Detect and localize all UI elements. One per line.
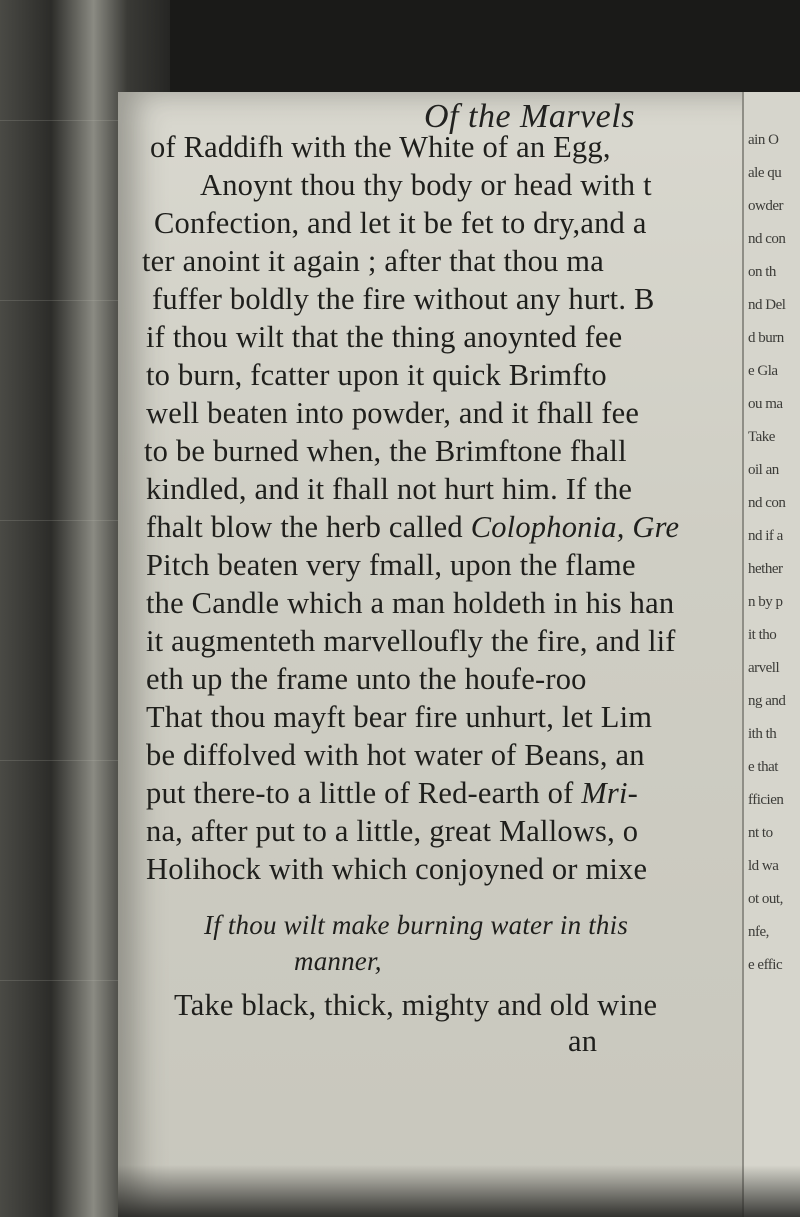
adjacent-page-fragment: d burn bbox=[748, 330, 784, 346]
text-line: to burn, fcatter upon it quick Brimfto bbox=[146, 358, 607, 392]
text-line: be diffolved with hot water of Beans, an bbox=[146, 738, 645, 772]
text-line: na, after put to a little, great Mallows, o bbox=[146, 814, 639, 848]
italic-term: Mri- bbox=[581, 776, 639, 810]
text-line: Pitch beaten very fmall, upon the flame bbox=[146, 548, 636, 582]
text-line: well beaten into powder, and it fhall fee bbox=[146, 396, 640, 430]
adjacent-page-fragment: oil an bbox=[748, 462, 779, 478]
text-line: kindled, and it fhall not hurt him. If the bbox=[146, 472, 633, 506]
adjacent-page-fragment: nd con bbox=[748, 495, 786, 511]
adjacent-page-fragment: ith th bbox=[748, 726, 777, 742]
adjacent-page-fragment: fficien bbox=[748, 792, 784, 808]
adjacent-page-fragment: e effic bbox=[748, 957, 783, 973]
text-line: That thou mayft bear fire unhurt, let Lim bbox=[146, 700, 653, 734]
adjacent-page-fragment: nfe, bbox=[748, 924, 769, 940]
text-line: Take black, thick, mighty and old wine bbox=[174, 988, 658, 1022]
adjacent-page-fragment: ale qu bbox=[748, 165, 782, 181]
text-line: fuffer boldly the fire without any hurt. B bbox=[152, 282, 655, 316]
text-line bbox=[146, 512, 679, 543]
adjacent-page-edge bbox=[742, 92, 800, 1217]
subheading-line: If thou wilt make burning water in this bbox=[204, 910, 629, 940]
text-line: Holihock with which conjoyned or mixe bbox=[146, 852, 648, 886]
text-line: Confection, and let it be fet to dry,and a bbox=[154, 206, 647, 240]
text-span: fhalt blow the herb called bbox=[146, 510, 463, 544]
text-span: put there-to a little of Red-earth of bbox=[146, 776, 574, 810]
text-line: the Candle which a man holdeth in his han bbox=[146, 586, 675, 620]
adjacent-page-fragment: ot out, bbox=[748, 891, 783, 907]
adjacent-page-fragment: Take bbox=[748, 429, 775, 445]
adjacent-page-fragment: ain O bbox=[748, 132, 779, 148]
text-line bbox=[146, 778, 638, 809]
text-line: of Raddifh with the White of an Egg, bbox=[150, 130, 611, 164]
adjacent-page-fragment: ou ma bbox=[748, 396, 783, 412]
adjacent-page-fragment: ld wa bbox=[748, 858, 779, 874]
text-line: if thou wilt that the thing anoynted fee bbox=[146, 320, 623, 354]
adjacent-page-fragment: ng and bbox=[748, 693, 786, 709]
text-line: ter anoint it again ; after that thou ma bbox=[142, 244, 604, 278]
adjacent-page-fragment: e that bbox=[748, 759, 778, 775]
adjacent-page-fragment: nt to bbox=[748, 825, 773, 841]
adjacent-page-fragment: n by p bbox=[748, 594, 783, 610]
adjacent-page-fragment: nd con bbox=[748, 231, 786, 247]
italic-term: Colophonia, Gre bbox=[470, 510, 680, 544]
text-line: to be burned when, the Brimftone fhall bbox=[144, 434, 627, 468]
adjacent-page-fragment: e Gla bbox=[748, 363, 778, 379]
adjacent-page-fragment: nd if a bbox=[748, 528, 783, 544]
adjacent-page-fragment: hether bbox=[748, 561, 783, 577]
adjacent-page-fragment: on th bbox=[748, 264, 776, 280]
adjacent-page-fragment: nd Del bbox=[748, 297, 786, 313]
text-line: eth up the frame unto the houfe-roo bbox=[146, 662, 587, 696]
adjacent-page-fragment: owder bbox=[748, 198, 783, 214]
subheading-line: manner, bbox=[294, 946, 382, 976]
text-line: an bbox=[568, 1024, 598, 1058]
adjacent-page-fragment: arvell bbox=[748, 660, 780, 676]
page-bottom-shadow bbox=[118, 1165, 800, 1217]
text-line: Anoynt thou thy body or head with t bbox=[200, 168, 652, 202]
adjacent-page-fragment: it tho bbox=[748, 627, 777, 643]
running-header: Of the Marvels bbox=[424, 98, 635, 135]
text-line: it augmenteth marvelloufly the fire, and lif bbox=[146, 624, 676, 658]
